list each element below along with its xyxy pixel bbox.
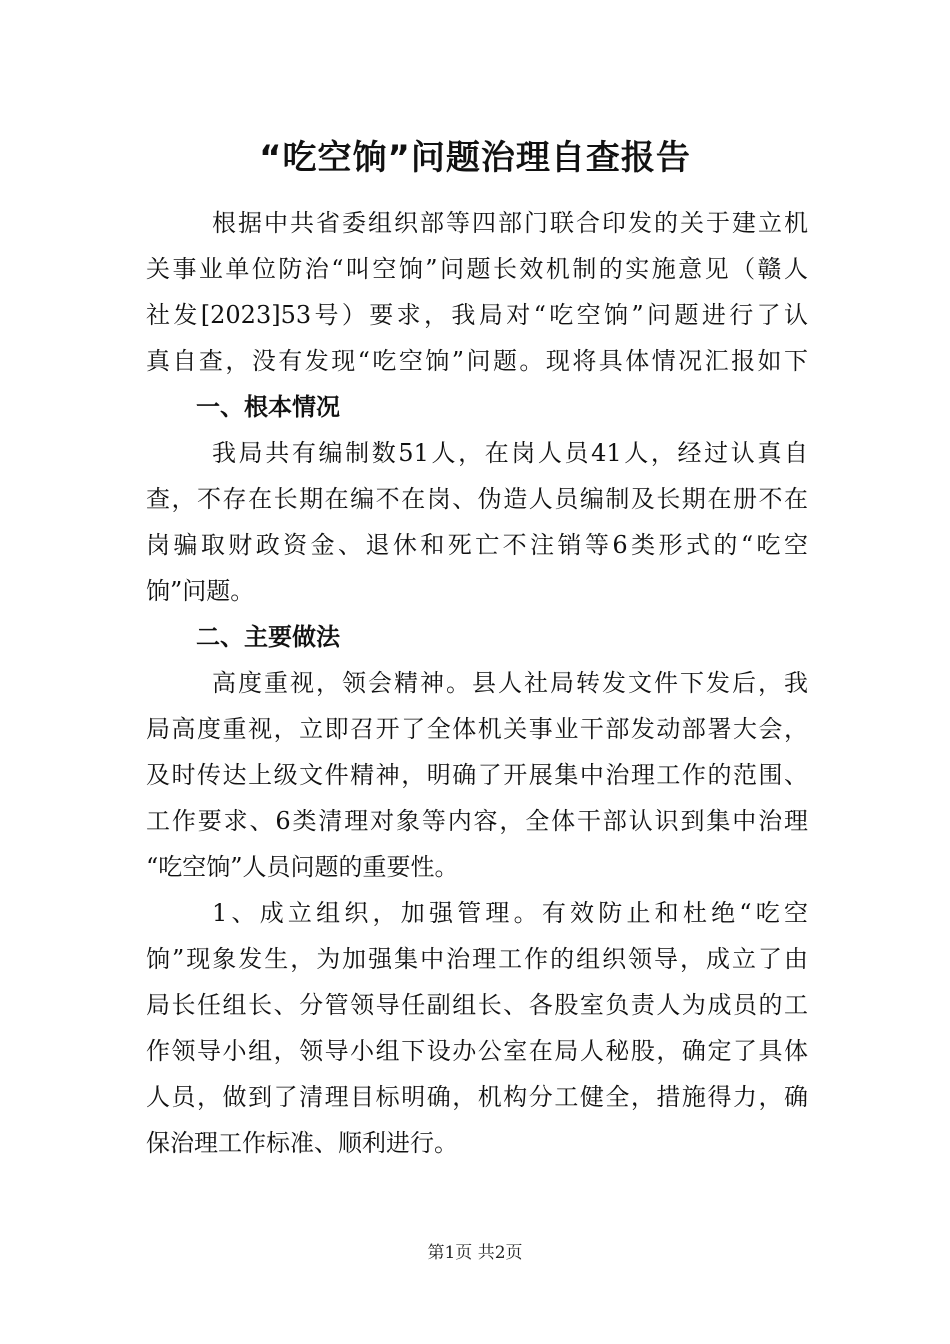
intro-paragraph bbox=[146, 200, 808, 384]
paragraph-line: 关事业单位防治“叫空饷”问题长效机制的实施意见（赣人 bbox=[146, 255, 808, 283]
item1-paragraph bbox=[146, 890, 808, 1166]
section2-paragraph bbox=[146, 660, 808, 890]
paragraph-line: 饷”现象发生，为加强集中治理工作的组织领导，成立了由 bbox=[146, 945, 808, 973]
paragraph-line: 人员，做到了清理目标明确，机构分工健全，措施得力，确 bbox=[146, 1083, 808, 1111]
paragraph-line: 高度重视，领会精神。县人社局转发文件下发后，我 bbox=[212, 669, 808, 697]
paragraph-line: 及时传达上级文件精神，明确了开展集中治理工作的范围、 bbox=[146, 761, 808, 789]
paragraph-line: 1、成立组织，加强管理。有效防止和杜绝“吃空 bbox=[212, 899, 808, 927]
document-body bbox=[146, 200, 808, 1166]
paragraph-line: 根据中共省委组织部等四部门联合印发的关于建立机 bbox=[212, 209, 808, 237]
paragraph-line: 我局共有编制数51人，在岗人员41人，经过认真自 bbox=[212, 439, 808, 467]
paragraph-line: 局高度重视，立即召开了全体机关事业干部发动部署大会， bbox=[146, 715, 808, 743]
section-heading-main-practices: 二、主要做法 bbox=[196, 623, 340, 651]
section1-paragraph bbox=[146, 430, 808, 614]
section-heading-basic-situation: 一、根本情况 bbox=[196, 393, 340, 421]
document-title: “吃空饷”问题治理自查报告 bbox=[259, 138, 691, 178]
paragraph-line: 作领导小组，领导小组下设办公室在局人秘股，确定了具体 bbox=[146, 1037, 808, 1065]
page-number-footer: 第1页 共2页 bbox=[427, 1243, 523, 1263]
paragraph-line: 岗骗取财政资金、退休和死亡不注销等6类形式的“吃空 bbox=[146, 531, 808, 559]
paragraph-line: 局长任组长、分管领导任副组长、各股室负责人为成员的工 bbox=[146, 991, 808, 1019]
paragraph-line: 社发[2023]53号）要求，我局对“吃空饷”问题进行了认 bbox=[146, 301, 808, 329]
paragraph-line: “吃空饷”人员问题的重要性。 bbox=[146, 853, 459, 881]
paragraph-line: 饷”问题。 bbox=[146, 577, 255, 605]
paragraph-line: 查，不存在长期在编不在岗、伪造人员编制及长期在册不在 bbox=[146, 485, 808, 513]
paragraph-line: 保治理工作标准、顺利进行。 bbox=[146, 1129, 458, 1157]
paragraph-line: 工作要求、6类清理对象等内容，全体干部认识到集中治理 bbox=[146, 807, 808, 835]
paragraph-line: 真自查，没有发现“吃空饷”问题。现将具体情况汇报如下 bbox=[146, 347, 808, 375]
